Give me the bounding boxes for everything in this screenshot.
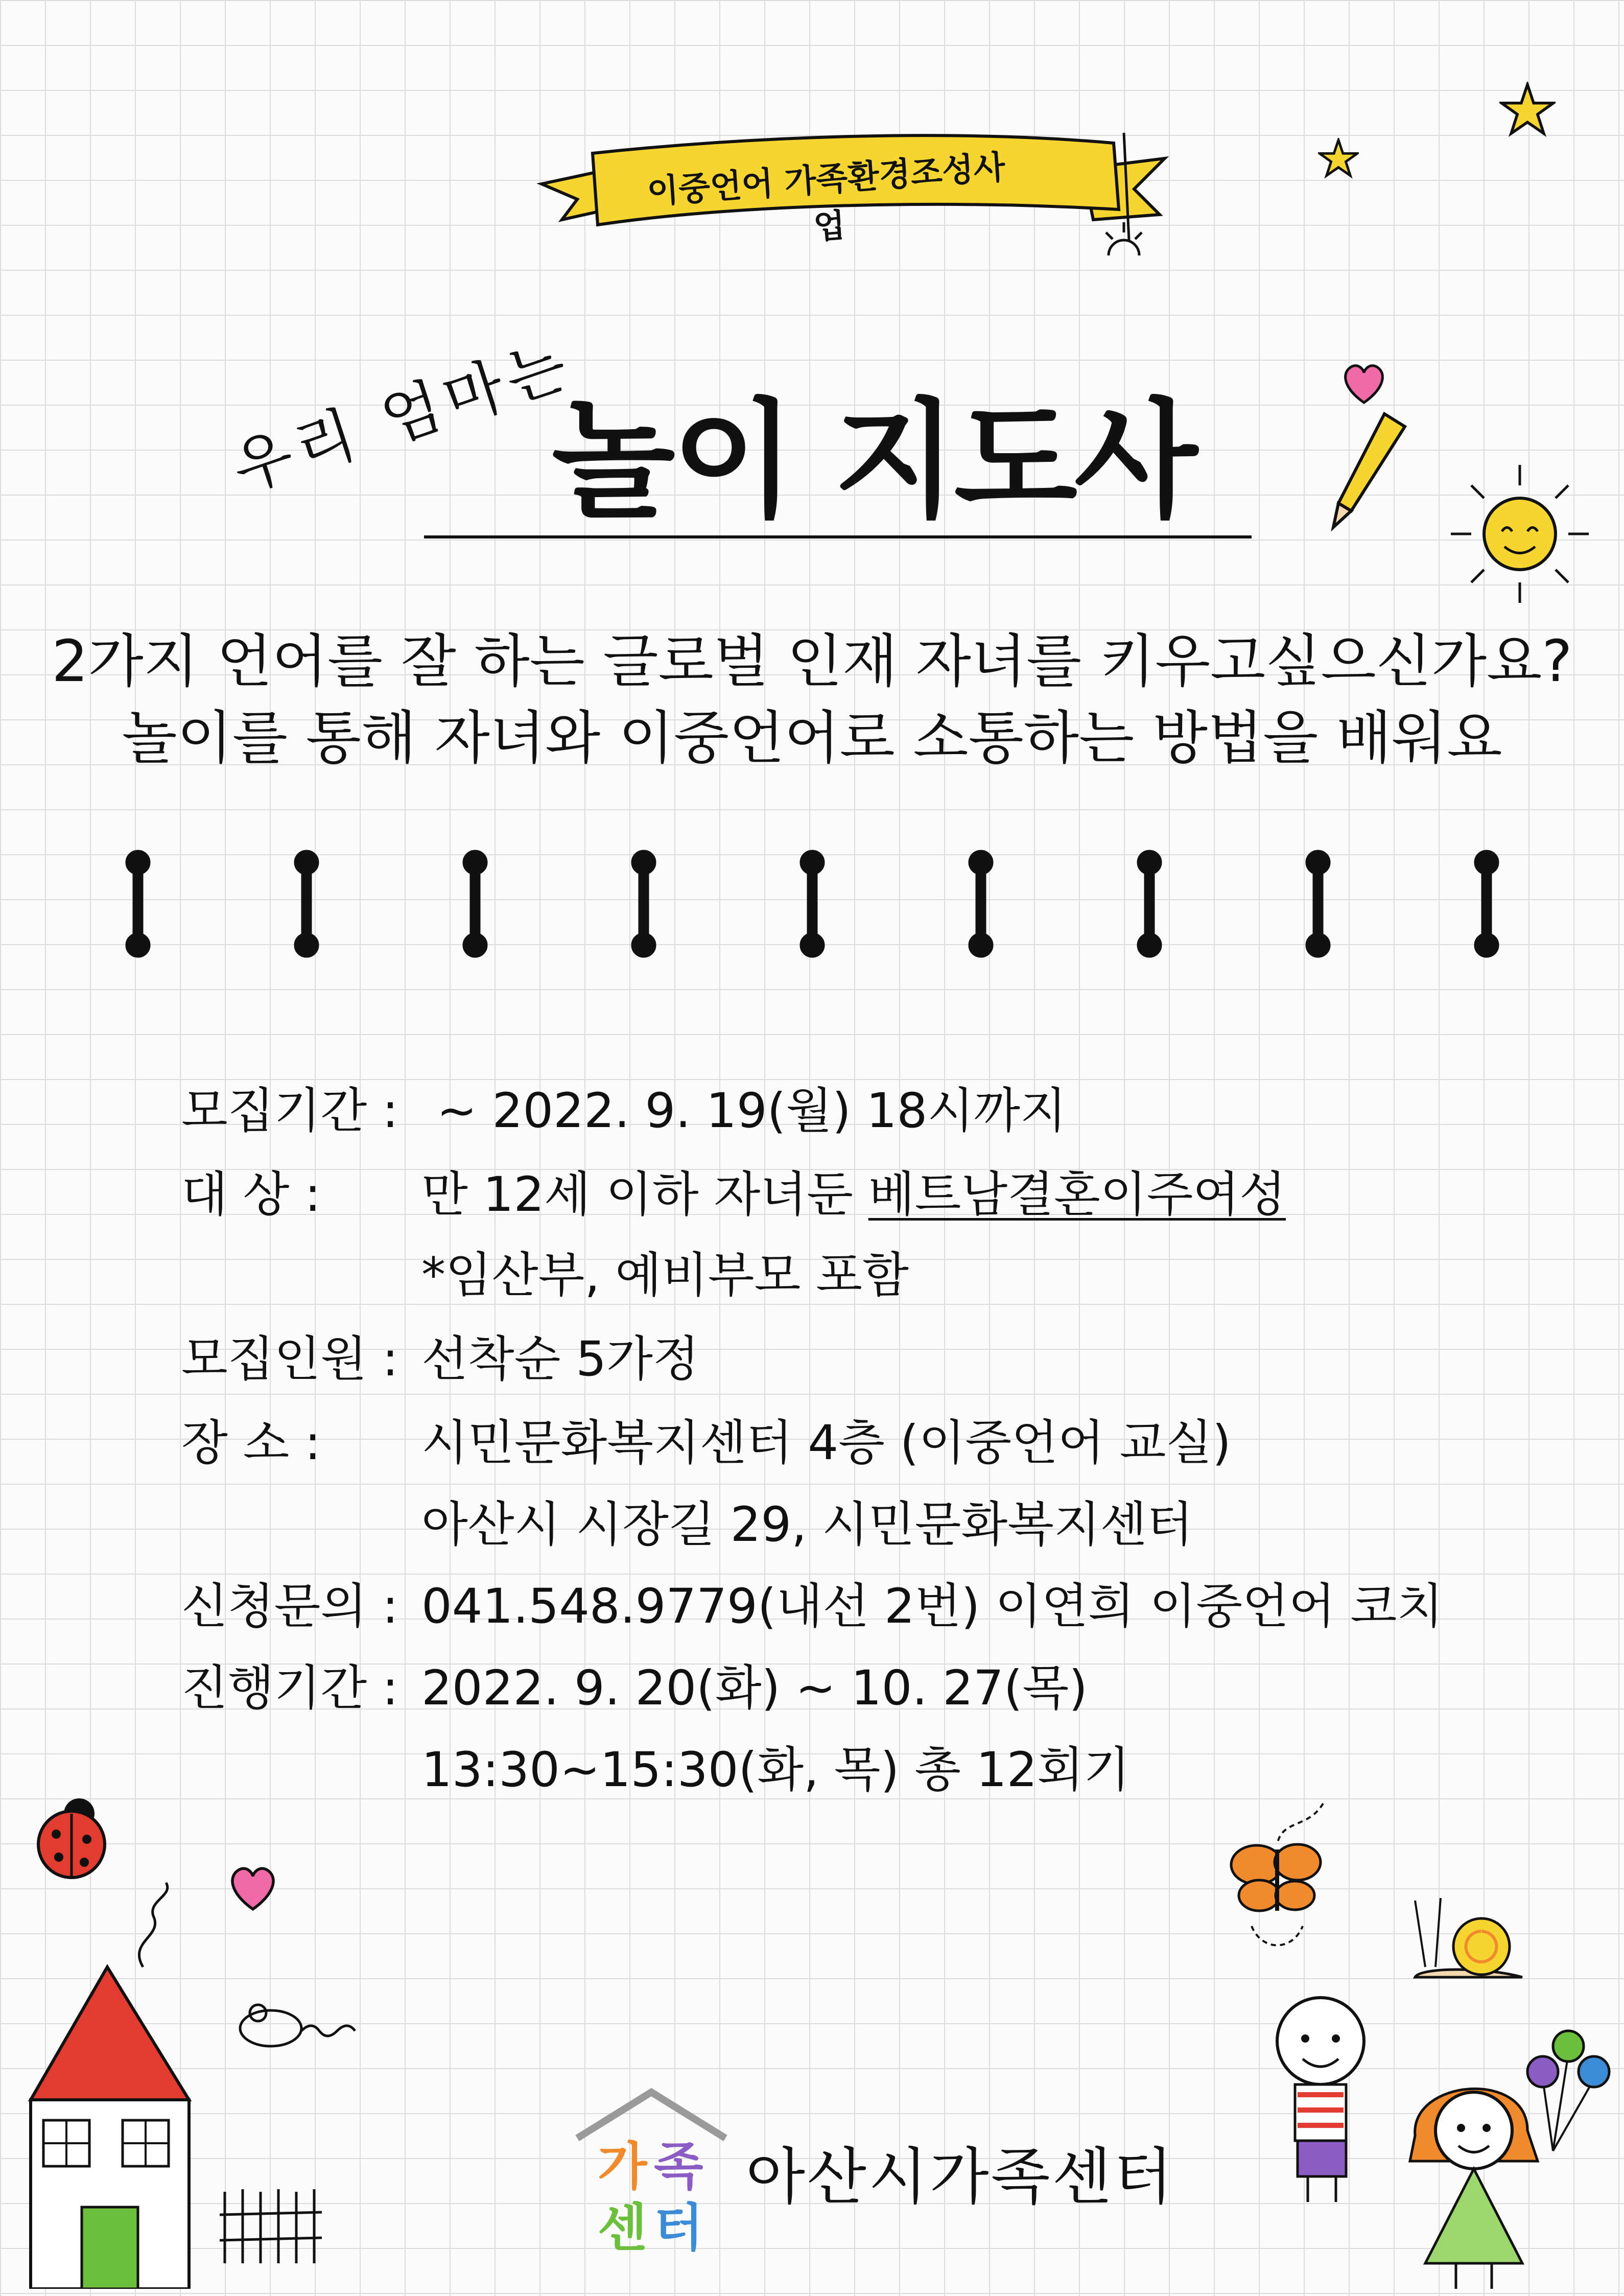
ladybug-icon bbox=[28, 1783, 120, 1885]
place-value: 시민문화복지센터 4층 (이중언어 교실) bbox=[421, 1415, 1231, 1471]
recruit-period-value: ~ 2022. 9. 19(월) 18시까지 bbox=[421, 1083, 1067, 1139]
logo-char-2: 족 bbox=[654, 2137, 703, 2196]
place-address-row bbox=[181, 1497, 1193, 1553]
target-note: *임산부, 예비부모 포함 bbox=[421, 1248, 909, 1303]
program-period-row bbox=[181, 1660, 1088, 1716]
target-note-row bbox=[181, 1248, 909, 1303]
logo bbox=[598, 2125, 720, 2258]
program-time: 13:30~15:30(화, 목) 총 12회기 bbox=[421, 1742, 1131, 1798]
binder-rings-decoration bbox=[117, 848, 1517, 960]
program-period-value: 2022. 9. 20(화) ~ 10. 27(목) bbox=[421, 1660, 1088, 1716]
sun-icon bbox=[1441, 455, 1599, 613]
mouse-icon bbox=[220, 1998, 358, 2054]
target-row bbox=[181, 1167, 1286, 1223]
house-icon bbox=[20, 1880, 225, 2289]
logo-char-1: 가 bbox=[598, 2137, 647, 2196]
star-icon bbox=[1318, 138, 1359, 179]
place-label: 장 소 : bbox=[181, 1415, 321, 1471]
banner-text: 이중언어 가족환경조성사업 bbox=[646, 148, 1007, 247]
target-value: 만 12세 이하 자녀둔 bbox=[421, 1167, 868, 1223]
inquiry-value: 041.548.9779(내선 2번) 이연희 이중언어 코치 bbox=[421, 1579, 1444, 1634]
inquiry-row bbox=[181, 1579, 1444, 1634]
recruit-period-label: 모집기간 : bbox=[181, 1083, 398, 1139]
capacity-value: 선착순 5가정 bbox=[421, 1331, 699, 1387]
logo-char-4: 터 bbox=[654, 2198, 703, 2258]
org-name: 아산시가족센터 bbox=[746, 2142, 1175, 2213]
target-label: 대 상 : bbox=[181, 1167, 321, 1223]
boy-icon bbox=[1257, 1993, 1384, 2207]
star-icon bbox=[1499, 82, 1556, 138]
intro-line-2: 놀이를 통해 자녀와 이중언어로 소통하는 방법을 배워요 bbox=[122, 705, 1502, 771]
program-period-label: 진행기간 : bbox=[181, 1660, 398, 1716]
recruit-period-row bbox=[181, 1083, 1067, 1139]
capacity-label: 모집인원 : bbox=[181, 1331, 398, 1387]
inquiry-label: 신청문의 : bbox=[181, 1579, 398, 1634]
capacity-row bbox=[181, 1331, 699, 1387]
snail-icon bbox=[1405, 1890, 1527, 1993]
intro-line-1: 2가지 언어를 잘 하는 글로벌 인재 자녀를 키우고싶으신가요? bbox=[52, 628, 1572, 695]
pencil-icon bbox=[1323, 409, 1410, 531]
heart-icon bbox=[225, 1860, 281, 1916]
place-row bbox=[181, 1415, 1231, 1471]
title-underline bbox=[424, 535, 1252, 538]
balloons-icon bbox=[1522, 2023, 1614, 2156]
fence-icon bbox=[220, 2187, 322, 2268]
target-value-underlined: 베트남결혼이주여성 bbox=[868, 1167, 1286, 1223]
butterfly-icon bbox=[1221, 1798, 1333, 1962]
sun-small-icon bbox=[1098, 220, 1149, 261]
program-time-row bbox=[181, 1742, 1131, 1798]
place-address: 아산시 시장길 29, 시민문화복지센터 bbox=[421, 1497, 1193, 1553]
page-title: 놀이 지도사 bbox=[552, 386, 1195, 535]
heart-icon bbox=[1338, 358, 1390, 409]
logo-char-3: 센 bbox=[598, 2198, 647, 2258]
handwriting-subtitle: 우리 엄마는 bbox=[224, 329, 581, 505]
